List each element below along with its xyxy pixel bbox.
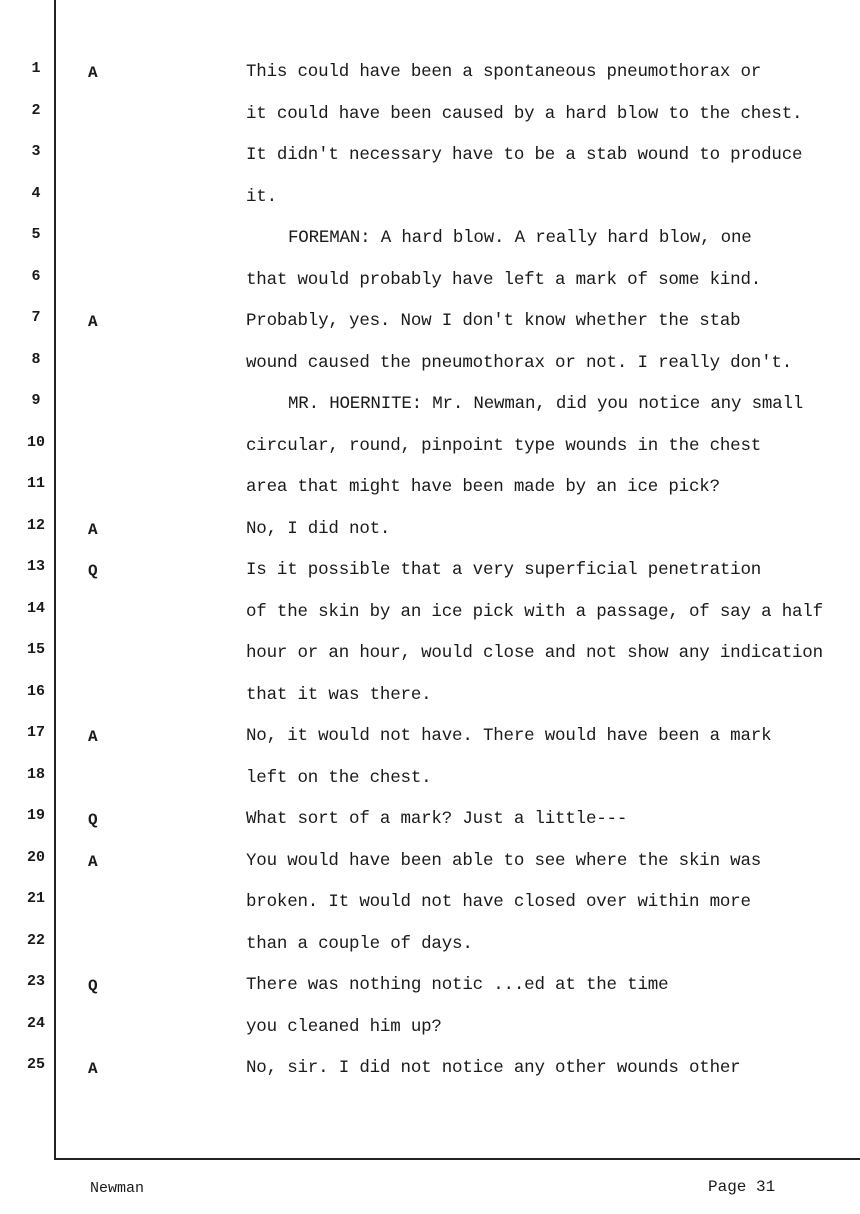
line-text: than a couple of days. — [246, 933, 473, 954]
line-text: There was nothing notic ...ed at the time — [246, 975, 669, 995]
transcript-line — [0, 309, 860, 339]
speaker-label: Q — [88, 977, 98, 995]
speaker-label: A — [88, 520, 98, 539]
line-text: that would probably have left a mark of some kind. — [246, 269, 762, 290]
line-text: No, sir. I did not notice any other wounds other — [246, 1058, 741, 1078]
line-number: 18 — [26, 765, 45, 783]
line-number: 16 — [26, 682, 45, 700]
line-text: This could have been a spontaneous pneumothorax or — [246, 62, 762, 82]
line-text: hour or an hour, would close and not show any indication — [246, 643, 823, 663]
line-number: 9 — [31, 392, 41, 409]
line-number: 7 — [31, 309, 41, 326]
line-text: of the skin by an ice pick with a passage, of say a half — [246, 601, 823, 622]
line-text: No, I did not. — [246, 518, 391, 539]
line-number: 8 — [31, 350, 41, 368]
line-number: 4 — [31, 184, 41, 202]
line-text: It didn't necessary have to be a stab wound to produce — [246, 145, 803, 165]
transcript-line — [0, 517, 860, 547]
transcript-line — [0, 434, 860, 464]
line-text: area that might have been made by an ice pick? — [246, 477, 720, 497]
line-text: FOREMAN: A hard blow. A really hard blow, one — [288, 228, 752, 248]
transcript-line — [0, 849, 860, 879]
transcript-line — [0, 351, 860, 381]
transcript-line — [0, 890, 860, 920]
speaker-label: A — [88, 1060, 98, 1078]
line-number: 14 — [26, 599, 45, 617]
transcript-line — [0, 724, 860, 754]
line-text: left on the chest. — [246, 767, 432, 788]
line-number: 15 — [26, 641, 45, 658]
transcript-line — [0, 1015, 860, 1045]
line-number: 6 — [31, 267, 41, 285]
line-number: 25 — [26, 1056, 45, 1073]
line-number: 21 — [26, 890, 45, 907]
line-text: you cleaned him up? — [246, 1016, 442, 1037]
transcript-line — [0, 185, 860, 215]
transcript-line — [0, 1056, 860, 1086]
transcript-line — [0, 973, 860, 1003]
speaker-label: A — [88, 313, 98, 331]
transcript-line — [0, 392, 860, 422]
line-text: circular, round, pinpoint type wounds in the chest — [246, 435, 762, 456]
line-text: that it was there. — [246, 684, 432, 705]
transcript-line — [0, 268, 860, 298]
transcript-line — [0, 807, 860, 837]
transcript-line — [0, 600, 860, 630]
transcript-line — [0, 932, 860, 962]
line-text: No, it would not have. There would have been a mark — [246, 726, 772, 746]
speaker-label: A — [88, 64, 98, 82]
transcript-line — [0, 143, 860, 173]
speaker-label: Q — [88, 562, 98, 580]
line-number: 5 — [31, 226, 41, 243]
line-text: broken. It would not have closed over within more — [246, 892, 751, 912]
line-text: What sort of a mark? Just a little--- — [246, 809, 628, 829]
line-number: 17 — [26, 724, 45, 741]
line-number: 3 — [31, 143, 41, 160]
line-text: wound caused the pneumothorax or not. I really don't. — [246, 352, 792, 373]
transcript-line — [0, 641, 860, 671]
line-text: it could have been caused by a hard blow to the chest. — [246, 103, 803, 124]
line-number: 10 — [26, 433, 45, 451]
line-number: 22 — [26, 931, 45, 949]
line-number: 12 — [26, 516, 45, 534]
speaker-label: A — [88, 728, 98, 746]
line-number: 20 — [26, 848, 45, 866]
line-number: 13 — [26, 558, 45, 575]
line-number: 2 — [31, 101, 41, 119]
line-number: 24 — [26, 1014, 45, 1032]
transcript-line — [0, 60, 860, 90]
transcript-line — [0, 766, 860, 796]
transcript-line — [0, 558, 860, 588]
line-text: MR. HOERNITE: Mr. Newman, did you notice any small — [288, 394, 804, 414]
transcript-line — [0, 102, 860, 132]
line-number: 23 — [26, 973, 45, 990]
transcript-line — [0, 475, 860, 505]
line-number: 1 — [31, 60, 41, 77]
line-text: You would have been able to see where the skin was — [246, 850, 762, 871]
speaker-label: Q — [88, 811, 98, 829]
line-number: 19 — [26, 807, 45, 824]
line-text: Is it possible that a very superficial penetration — [246, 560, 762, 580]
bottom-margin-rule — [54, 1158, 860, 1160]
footer-page-number: Page 31 — [708, 1178, 776, 1196]
speaker-label: A — [88, 852, 98, 871]
transcript-line — [0, 226, 860, 256]
line-text: Probably, yes. Now I don't know whether the stab — [246, 311, 741, 331]
footer-witness-name: Newman — [90, 1180, 145, 1197]
transcript-line — [0, 683, 860, 713]
line-text: it. — [246, 186, 277, 207]
line-number: 11 — [26, 475, 45, 492]
